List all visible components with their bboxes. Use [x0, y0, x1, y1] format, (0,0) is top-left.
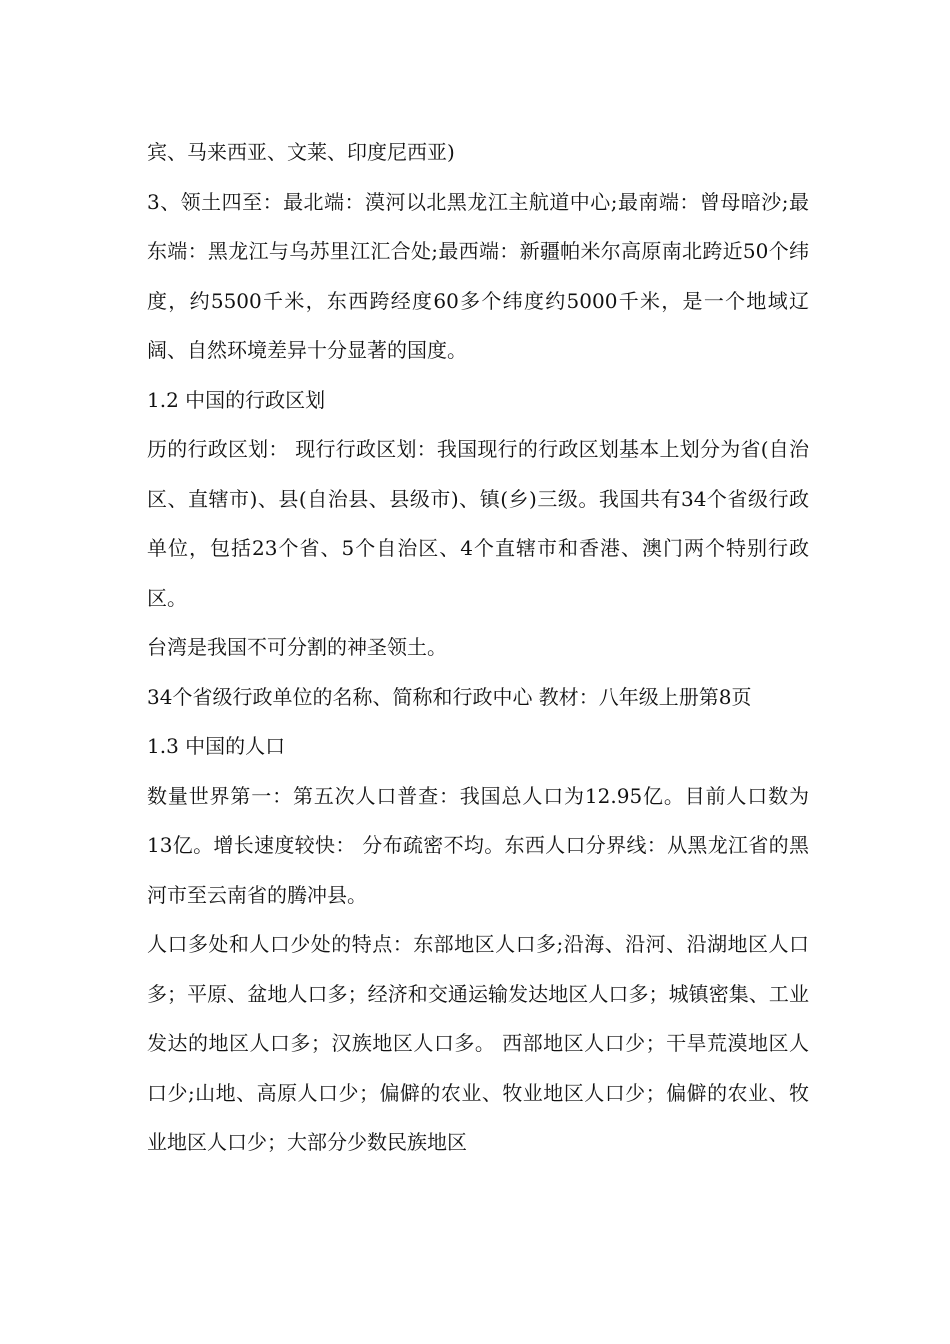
- paragraph-countries-continued: 宾、马来西亚、文莱、印度尼西亚): [147, 140, 455, 164]
- paragraph-population-size: 数量世界第一：第五次人口普查：我国总人口为12.95亿。目前人口数为13亿。增长速度较快： 分布疏密不均。东西人口分界线：从黑龙江省的黑河市至云南省的腾冲县。: [147, 783, 809, 907]
- section-heading-population: 1.3 中国的人口: [147, 734, 286, 758]
- document-page: [147, 128, 809, 1168]
- paragraph-provincial-units: 34个省级行政单位的名称、简称和行政中心 教材：八年级上册第8页: [147, 684, 752, 709]
- section-heading-administrative-divisions: 1.2 中国的行政区划: [147, 387, 326, 412]
- paragraph-taiwan: 台湾是我国不可分割的神圣领土。: [147, 635, 447, 659]
- paragraph-population-distribution: 人口多处和人口少处的特点：东部地区人口多;沿海、沿河、沿湖地区人口多；平原、盆地人口多；经济和交通运输发达地区人口多；城镇密集、工业发达的地区人口多；汉族地区人口多。 西部地区人口少；干旱荒漠地区人口少;山地、高原人口少；偏僻的农业、牧业地区人口少；偏僻的农业、牧业地区人口少；大部分少数民族地区: [147, 932, 809, 1154]
- paragraph-territory-extremes: 3、领土四至：最北端：漠河以北黑龙江主航道中心;最南端：曾母暗沙;最东端：黑龙江与乌苏里江汇合处;最西端：新疆帕米尔高原南北跨近50个纬度，约5500千米，东西跨经度60多个纬度约5000千米，是一个地域辽阔、自然环境差异十分显著的国度。: [147, 189, 809, 362]
- paragraph-administrative-divisions: 历的行政区划： 现行行政区划：我国现行的行政区划基本上划分为省(自治区、直辖市)、县(自治县、县级市)、镇(乡)三级。我国共有34个省级行政单位，包括23个省、5个自治区、4个直辖市和香港、澳门两个特别行政区。: [147, 437, 809, 610]
